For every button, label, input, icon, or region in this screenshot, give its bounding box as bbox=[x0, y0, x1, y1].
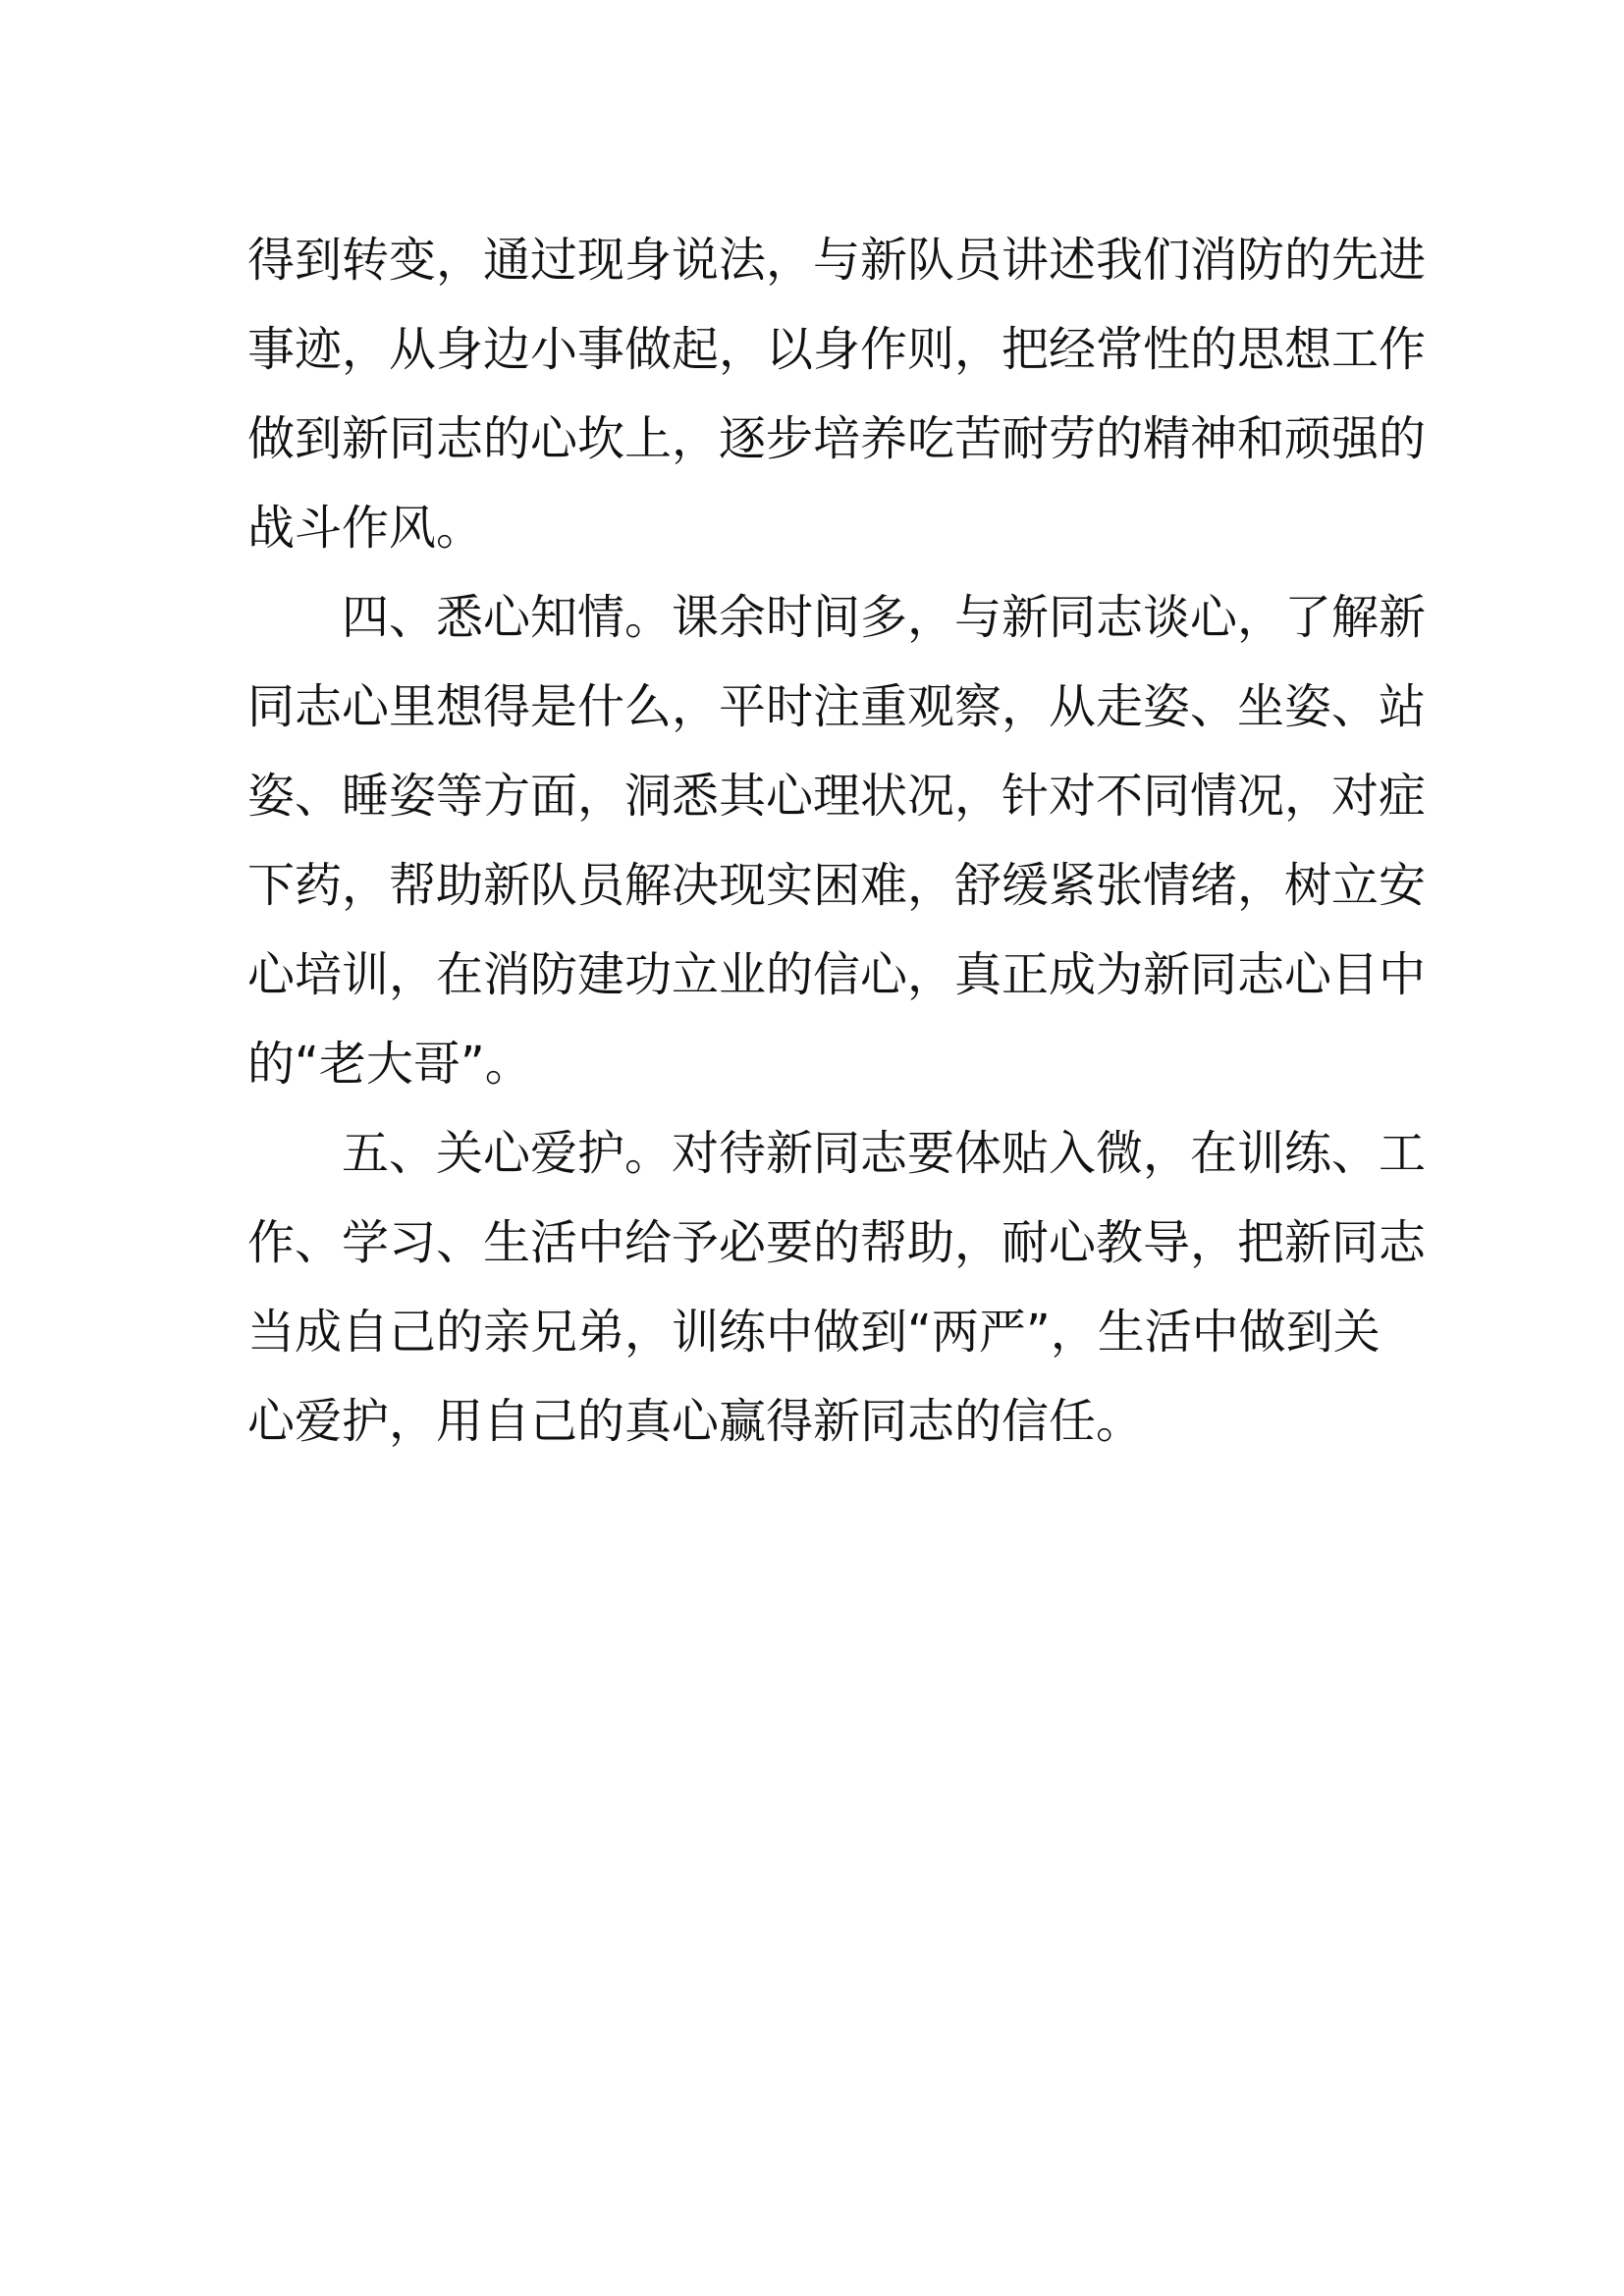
text-line: 的“老大哥”。 bbox=[247, 1037, 532, 1092]
paragraph-five bbox=[247, 1109, 1427, 1467]
text-line: 姿、睡姿等方面，洞悉其心理状况，针对不同情况，对症 bbox=[247, 769, 1427, 824]
text-line: 四、悉心知情。课余时间多，与新同志谈心，了解新 bbox=[342, 590, 1427, 645]
text-line: 下药，帮助新队员解决现实困难，舒缓紧张情绪，树立安 bbox=[247, 858, 1427, 913]
text-line: 得到转变，通过现身说法，与新队员讲述我们消防的先进 bbox=[247, 233, 1427, 288]
paragraph-continued bbox=[247, 216, 1427, 573]
text-line: 心培训，在消防建功立业的信心，真正成为新同志心目中 bbox=[247, 947, 1427, 1002]
text-line: 战斗作风。 bbox=[247, 501, 484, 556]
document-body bbox=[247, 216, 1427, 1467]
text-line: 五、关心爱护。对待新同志要体贴入微，在训练、工 bbox=[342, 1126, 1427, 1181]
text-line: 同志心里想得是什么，平时注重观察，从走姿、坐姿、站 bbox=[247, 679, 1427, 734]
text-line: 当成自己的亲兄弟，训练中做到“两严”，生活中做到关 bbox=[247, 1305, 1380, 1360]
paragraph-four bbox=[247, 573, 1427, 1109]
text-line: 事迹，从身边小事做起，以身作则，把经常性的思想工作 bbox=[247, 322, 1427, 377]
text-line: 心爱护，用自己的真心赢得新同志的信任。 bbox=[247, 1394, 1144, 1449]
text-line: 作、学习、生活中给予必要的帮助，耐心教导，把新同志 bbox=[247, 1215, 1427, 1270]
text-line: 做到新同志的心坎上，逐步培养吃苦耐劳的精神和顽强的 bbox=[247, 411, 1427, 466]
